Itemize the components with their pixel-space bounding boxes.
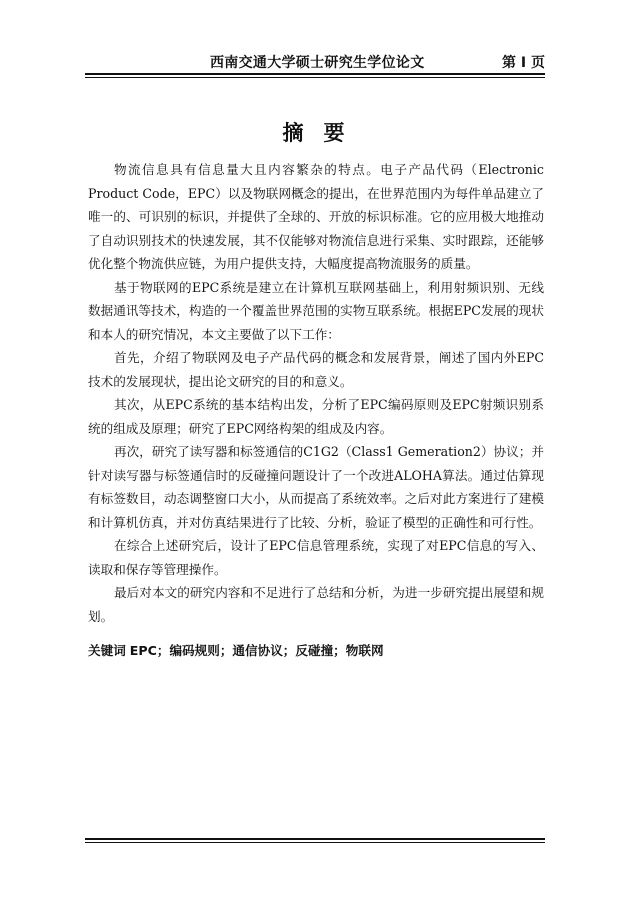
keywords-values: EPC；编码规则；通信协议；反碰撞；物联网 xyxy=(129,643,384,658)
footer-rule-thick xyxy=(85,838,545,840)
header-page-number: 第 I 页 xyxy=(502,55,545,71)
header-title: 西南交通大学硕士研究生学位论文 xyxy=(210,55,425,71)
footer-rule-thin xyxy=(85,842,545,843)
keywords-line xyxy=(88,640,544,662)
header-rule-thick xyxy=(85,73,545,75)
abstract-paragraph-7: 最后对本文的研究内容和不足进行了总结和分析，为进一步研究提出展望和规划。 xyxy=(88,585,544,624)
abstract-body xyxy=(88,158,544,628)
abstract-paragraph-5: 再次，研究了读写器和标签通信的C1G2（Class1 Gemeration2）协议；并针对读写器与标签通信时的反碰撞问题设计了一个改进ALOHA算法。通过估算现有标签数目，动态调整窗口大小，从而提高了系统效率。之后对此方案进行了建模和计算机仿真，并对仿真结果进行了比较、分析，验证了模型的正确性和可行性。 xyxy=(88,444,544,530)
keywords-label: 关键词 xyxy=(88,643,126,658)
abstract-paragraph-4: 其次，从EPC系统的基本结构出发，分析了EPC编码原则及EPC射频识别系统的组成及原理；研究了EPC网络构架的组成及内容。 xyxy=(88,397,544,436)
abstract-paragraph-6: 在综合上述研究后，设计了EPC信息管理系统，实现了对EPC信息的写入、读取和保存等管理操作。 xyxy=(88,538,544,577)
abstract-paragraph-1: 物流信息具有信息量大且内容繁杂的特点。电子产品代码（Electronic Product Code，EPC）以及物联网概念的提出，在世界范围内为每件单品建立了唯一的、可识别的标识，并提供了全球的、开放的标识标准。它的应用极大地推动了自动识别技术的快速发展，其不仅能够对物流信息进行采集、实时跟踪，还能够优化整个物流供应链，为用户提供支持，大幅度提高物流服务的质量。 xyxy=(88,162,544,271)
abstract-paragraph-3: 首先，介绍了物联网及电子产品代码的概念和发展背景，阐述了国内外EPC技术的发展现状，提出论文研究的目的和意义。 xyxy=(88,350,544,389)
abstract-title: 摘要 xyxy=(282,121,365,145)
page-header xyxy=(85,51,545,73)
abstract-paragraph-2: 基于物联网的EPC系统是建立在计算机互联网基础上，利用射频识别、无线数据通讯等技术，构造的一个覆盖世界范围的实物互联系统。根据EPC发展的现状和本人的研究情况，本文主要做了以下工作： xyxy=(88,279,544,342)
header-rule-thin xyxy=(85,77,545,78)
